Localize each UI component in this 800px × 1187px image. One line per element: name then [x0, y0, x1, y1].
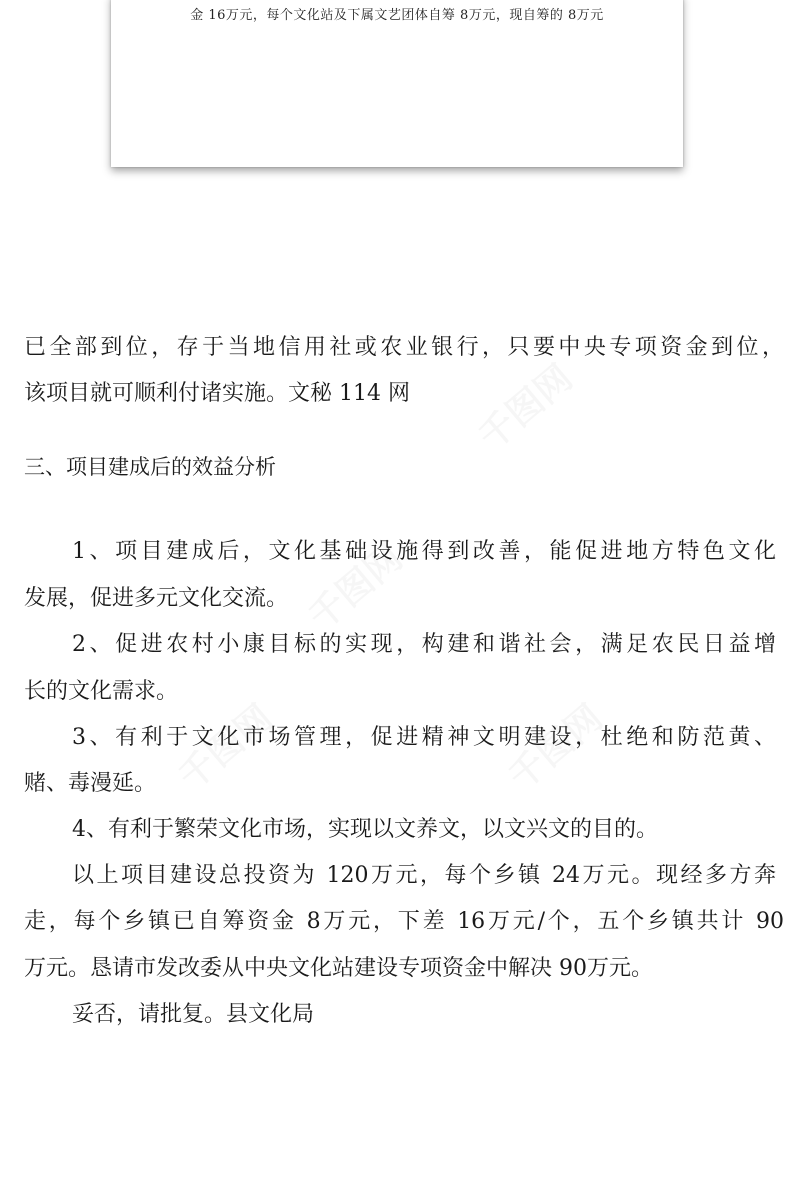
- paragraph-line: 走，每个乡镇已自筹资金 8万元，下差 16万元/个，五个乡镇共计 90: [24, 909, 784, 934]
- paragraph-line: 2、促进农村小康目标的实现，构建和谐社会，满足农民日益增: [72, 632, 776, 657]
- paragraph-line: 以上项目建设总投资为 120万元，每个乡镇 24万元。现经多方奔: [72, 863, 776, 888]
- paragraph-line: 妥否，请批复。县文化局: [72, 1002, 315, 1027]
- paragraph-line: 赌、毒漫延。: [24, 771, 157, 796]
- body-line: 已全部到位，存于当地信用社或农业银行，只要中央专项资金到位，: [24, 335, 784, 360]
- paragraph-line: 4、有利于繁荣文化市场，实现以文养文，以文兴文的目的。: [72, 817, 658, 842]
- paragraph-line: 1、项目建成后，文化基础设施得到改善，能促进地方特色文化: [72, 539, 776, 564]
- body-line: 该项目就可顺利付诸实施。文秘 114 网: [24, 381, 410, 406]
- section-heading: 三、项目建成后的效益分析: [24, 455, 276, 479]
- previous-page-preview: [111, 0, 683, 167]
- paragraph-line: 发展，促进多元文化交流。: [24, 586, 289, 611]
- preview-text-line: 金 16万元，每个文化站及下属文艺团体自筹 8万元，现自筹的 8万元: [190, 8, 604, 23]
- paragraph-line: 长的文化需求。: [24, 679, 179, 704]
- paragraph-line: 3、有利于文化市场管理，促进精神文明建设，杜绝和防范黄、: [72, 725, 776, 750]
- paragraph-line: 万元。恳请市发改委从中央文化站建设专项资金中解决 90万元。: [24, 956, 653, 981]
